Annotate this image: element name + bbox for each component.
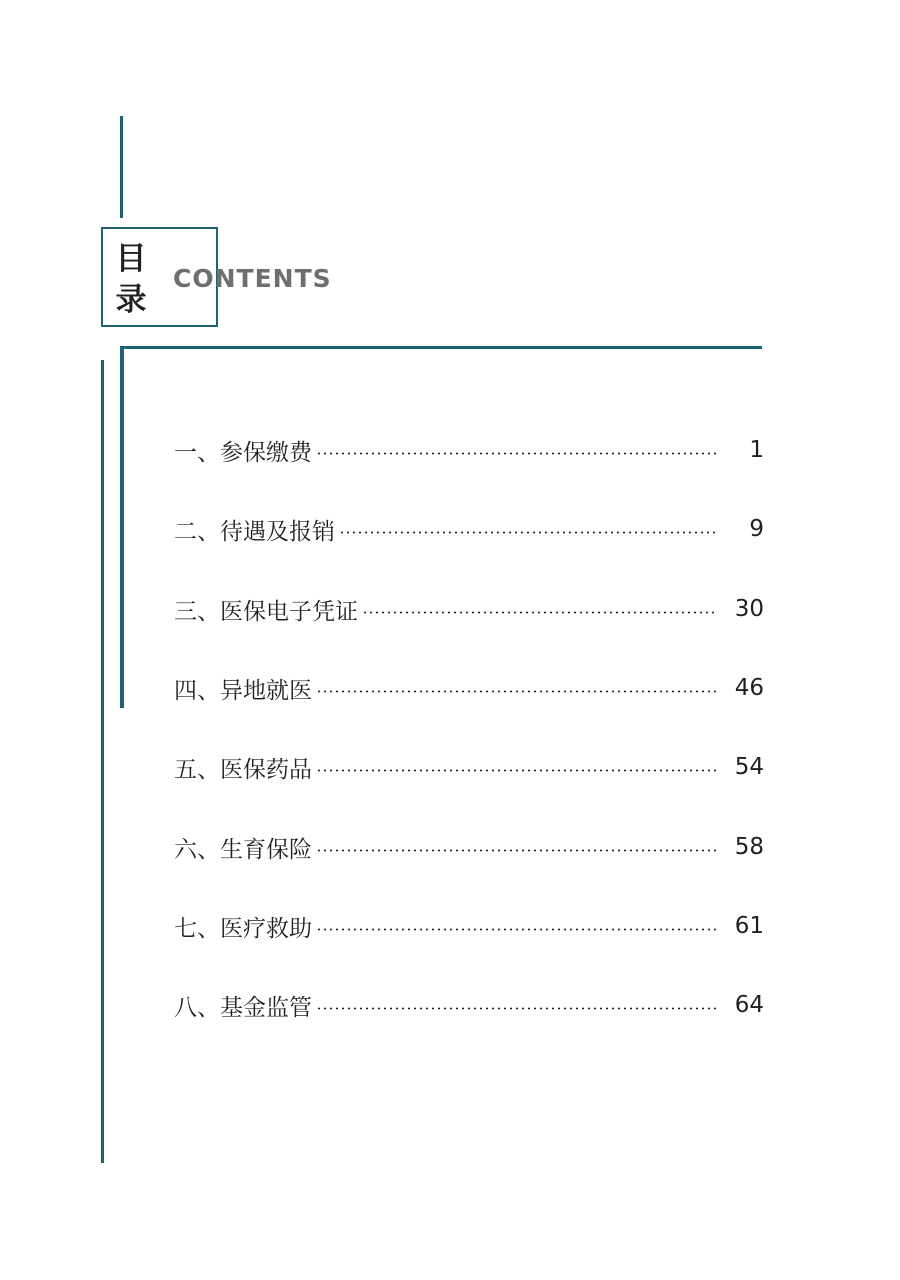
outer-accent-line (101, 360, 104, 1163)
title-char-lu: 录 (115, 282, 147, 318)
toc-item-2[interactable] (174, 509, 764, 549)
toc-leader-dots (339, 531, 718, 534)
toc-leader-dots (316, 452, 718, 455)
toc-page-number: 61 (734, 913, 764, 939)
toc-label: 八、基金监管 (174, 994, 312, 1021)
toc-item-8[interactable] (174, 985, 764, 1025)
toc-item-5[interactable] (174, 747, 764, 787)
toc-page-number: 9 (749, 516, 764, 542)
toc-label: 六、生育保险 (174, 836, 312, 863)
toc-label: 四、异地就医 (174, 677, 312, 704)
toc-leader-dots (316, 769, 718, 772)
toc-leader-dots (316, 928, 718, 931)
inner-accent-line (120, 346, 124, 708)
toc-leader-dots (316, 1007, 718, 1010)
toc-label: 三、医保电子凭证 (174, 598, 358, 625)
toc-leader-dots (316, 849, 718, 852)
toc-page-number: 64 (734, 992, 764, 1018)
toc-label: 二、待遇及报销 (174, 518, 335, 545)
toc-label: 一、参保缴费 (174, 439, 312, 466)
toc-label: 七、医疗救助 (174, 915, 312, 942)
toc-label: 五、医保药品 (174, 756, 312, 783)
top-accent-line (120, 116, 123, 218)
toc-item-4[interactable] (174, 668, 764, 708)
title-contents: CONTENTS (173, 264, 332, 293)
toc-leader-dots (316, 690, 718, 693)
toc-page-number: 54 (734, 754, 764, 780)
toc-page-number: 30 (734, 596, 764, 622)
title-box (101, 227, 332, 327)
toc-item-1[interactable] (174, 430, 764, 470)
toc-page-number: 46 (734, 675, 764, 701)
title-char-mu: 目 (115, 241, 147, 277)
toc-page-number: 1 (749, 437, 764, 463)
toc-page-number: 58 (734, 834, 764, 860)
toc-item-6[interactable] (174, 827, 764, 867)
toc-item-7[interactable] (174, 906, 764, 946)
toc-item-3[interactable] (174, 589, 764, 629)
header-divider-line (120, 346, 762, 349)
toc-leader-dots (362, 611, 718, 614)
